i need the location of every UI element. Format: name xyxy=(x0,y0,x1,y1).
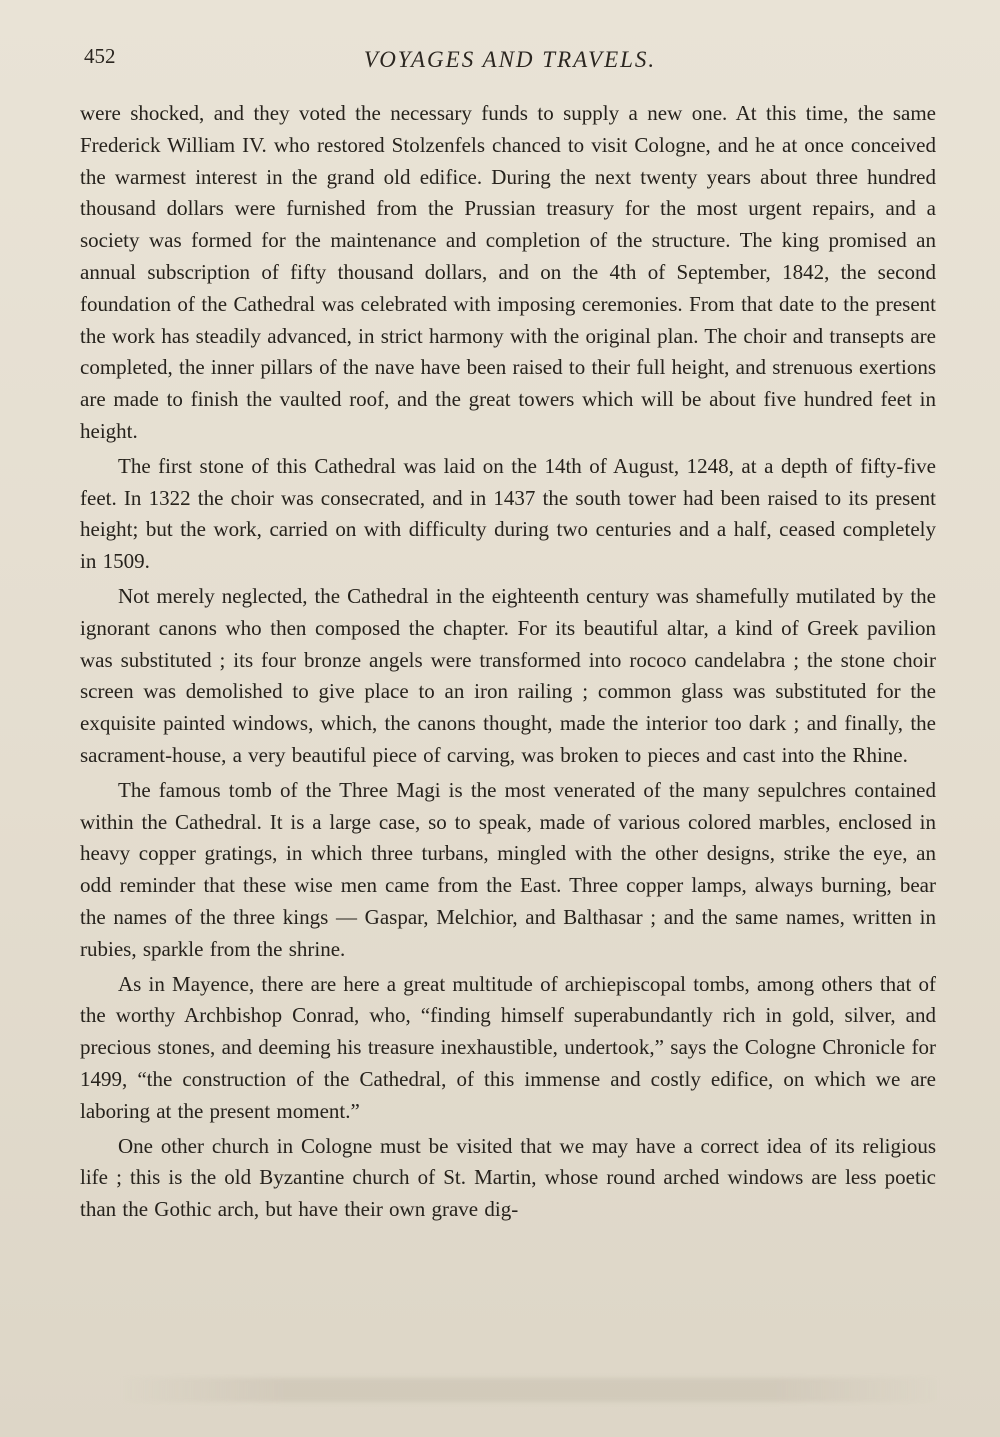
paragraph-three-magi: The famous tomb of the Three Magi is the most venerated of the many sepulchres contained within the Cathedral. It is a large case, so to speak, made of various colored marbles, enclosed in heavy copper gratings, in which three turbans, mingled with the other designs, strike the eye, an odd reminder that these wise men came from the East. Three copper lamps, always burning, bear the names of the three kings — Gaspar, Melchior, and Balthasar ; and the same names, written in rubies, sparkle from the shrine. xyxy=(80,777,936,961)
show-through-text xyxy=(120,1378,940,1402)
running-title: VOYAGES AND TRAVELS. xyxy=(363,47,657,72)
page-number: 452 xyxy=(84,44,116,68)
paragraph-continuation: were shocked, and they voted the necessary funds to supply a new one. At this time, the same Frederick William IV. who restored Stolzenfels chanced to visit Cologne, and he at once conceived the warmest interest in the grand old edifice. During the next twenty years about three hundred thousand dollars were furnished from the Prussian treasury for the most urgent repairs, and a society was formed for the maintenance and completion of the structure. The king promised an annual subscription of fifty thousand dollars, and on the 4th of September, 1842, the second foundation of the Cathedral was celebrated with imposing ceremonies. From that date to the present the work has steadily advanced, in strict harmony with the original plan. The choir and transepts are completed, the inner pillars of the nave have been raised to their full height, and strenuous exertions are made to finish the vaulted roof, and the great towers which will be about five hundred feet in height. xyxy=(80,101,936,443)
paragraph-st-martin: One other church in Cologne must be visited that we may have a correct idea of its religious life ; this is the old Byzantine church of St. Martin, whose round arched windows are less poetic than the Gothic arch, but have their own grave dig- xyxy=(80,1133,936,1222)
body-text xyxy=(80,98,936,1226)
paragraph-mutilation: Not merely neglected, the Cathedral in the eighteenth century was shamefully mutilated by the ignorant canons who then composed the chapter. For its beautiful altar, a kind of Greek pavilion was substituted ; its four bronze angels were transformed into rococo candelabra ; the stone choir screen was demolished to give place to an iron railing ; common glass was substituted for the exquisite painted windows, which, the canons thought, made the interior too dark ; and finally, the sacrament-house, a very beautiful piece of carving, was broken to pieces and cast into the Rhine. xyxy=(80,583,936,767)
paragraph-first-stone: The first stone of this Cathedral was laid on the 14th of August, 1248, at a depth of fifty-five feet. In 1322 the choir was consecrated, and in 1437 the south tower had been raised to its present height; but the work, carried on with difficulty during two centuries and a half, ceased completely in 1509. xyxy=(80,453,936,574)
paragraph-archbishop-tombs: As in Mayence, there are here a great multitude of archiepiscopal tombs, among others that of the worthy Archbishop Conrad, who, “finding himself superabundantly rich in gold, silver, and precious stones, and deeming his treasure inexhaustible, undertook,” says the Cologne Chronicle for 1499, “the construction of the Cathedral, of this immense and costly edifice, on which we are laboring at the present moment.” xyxy=(80,971,936,1123)
